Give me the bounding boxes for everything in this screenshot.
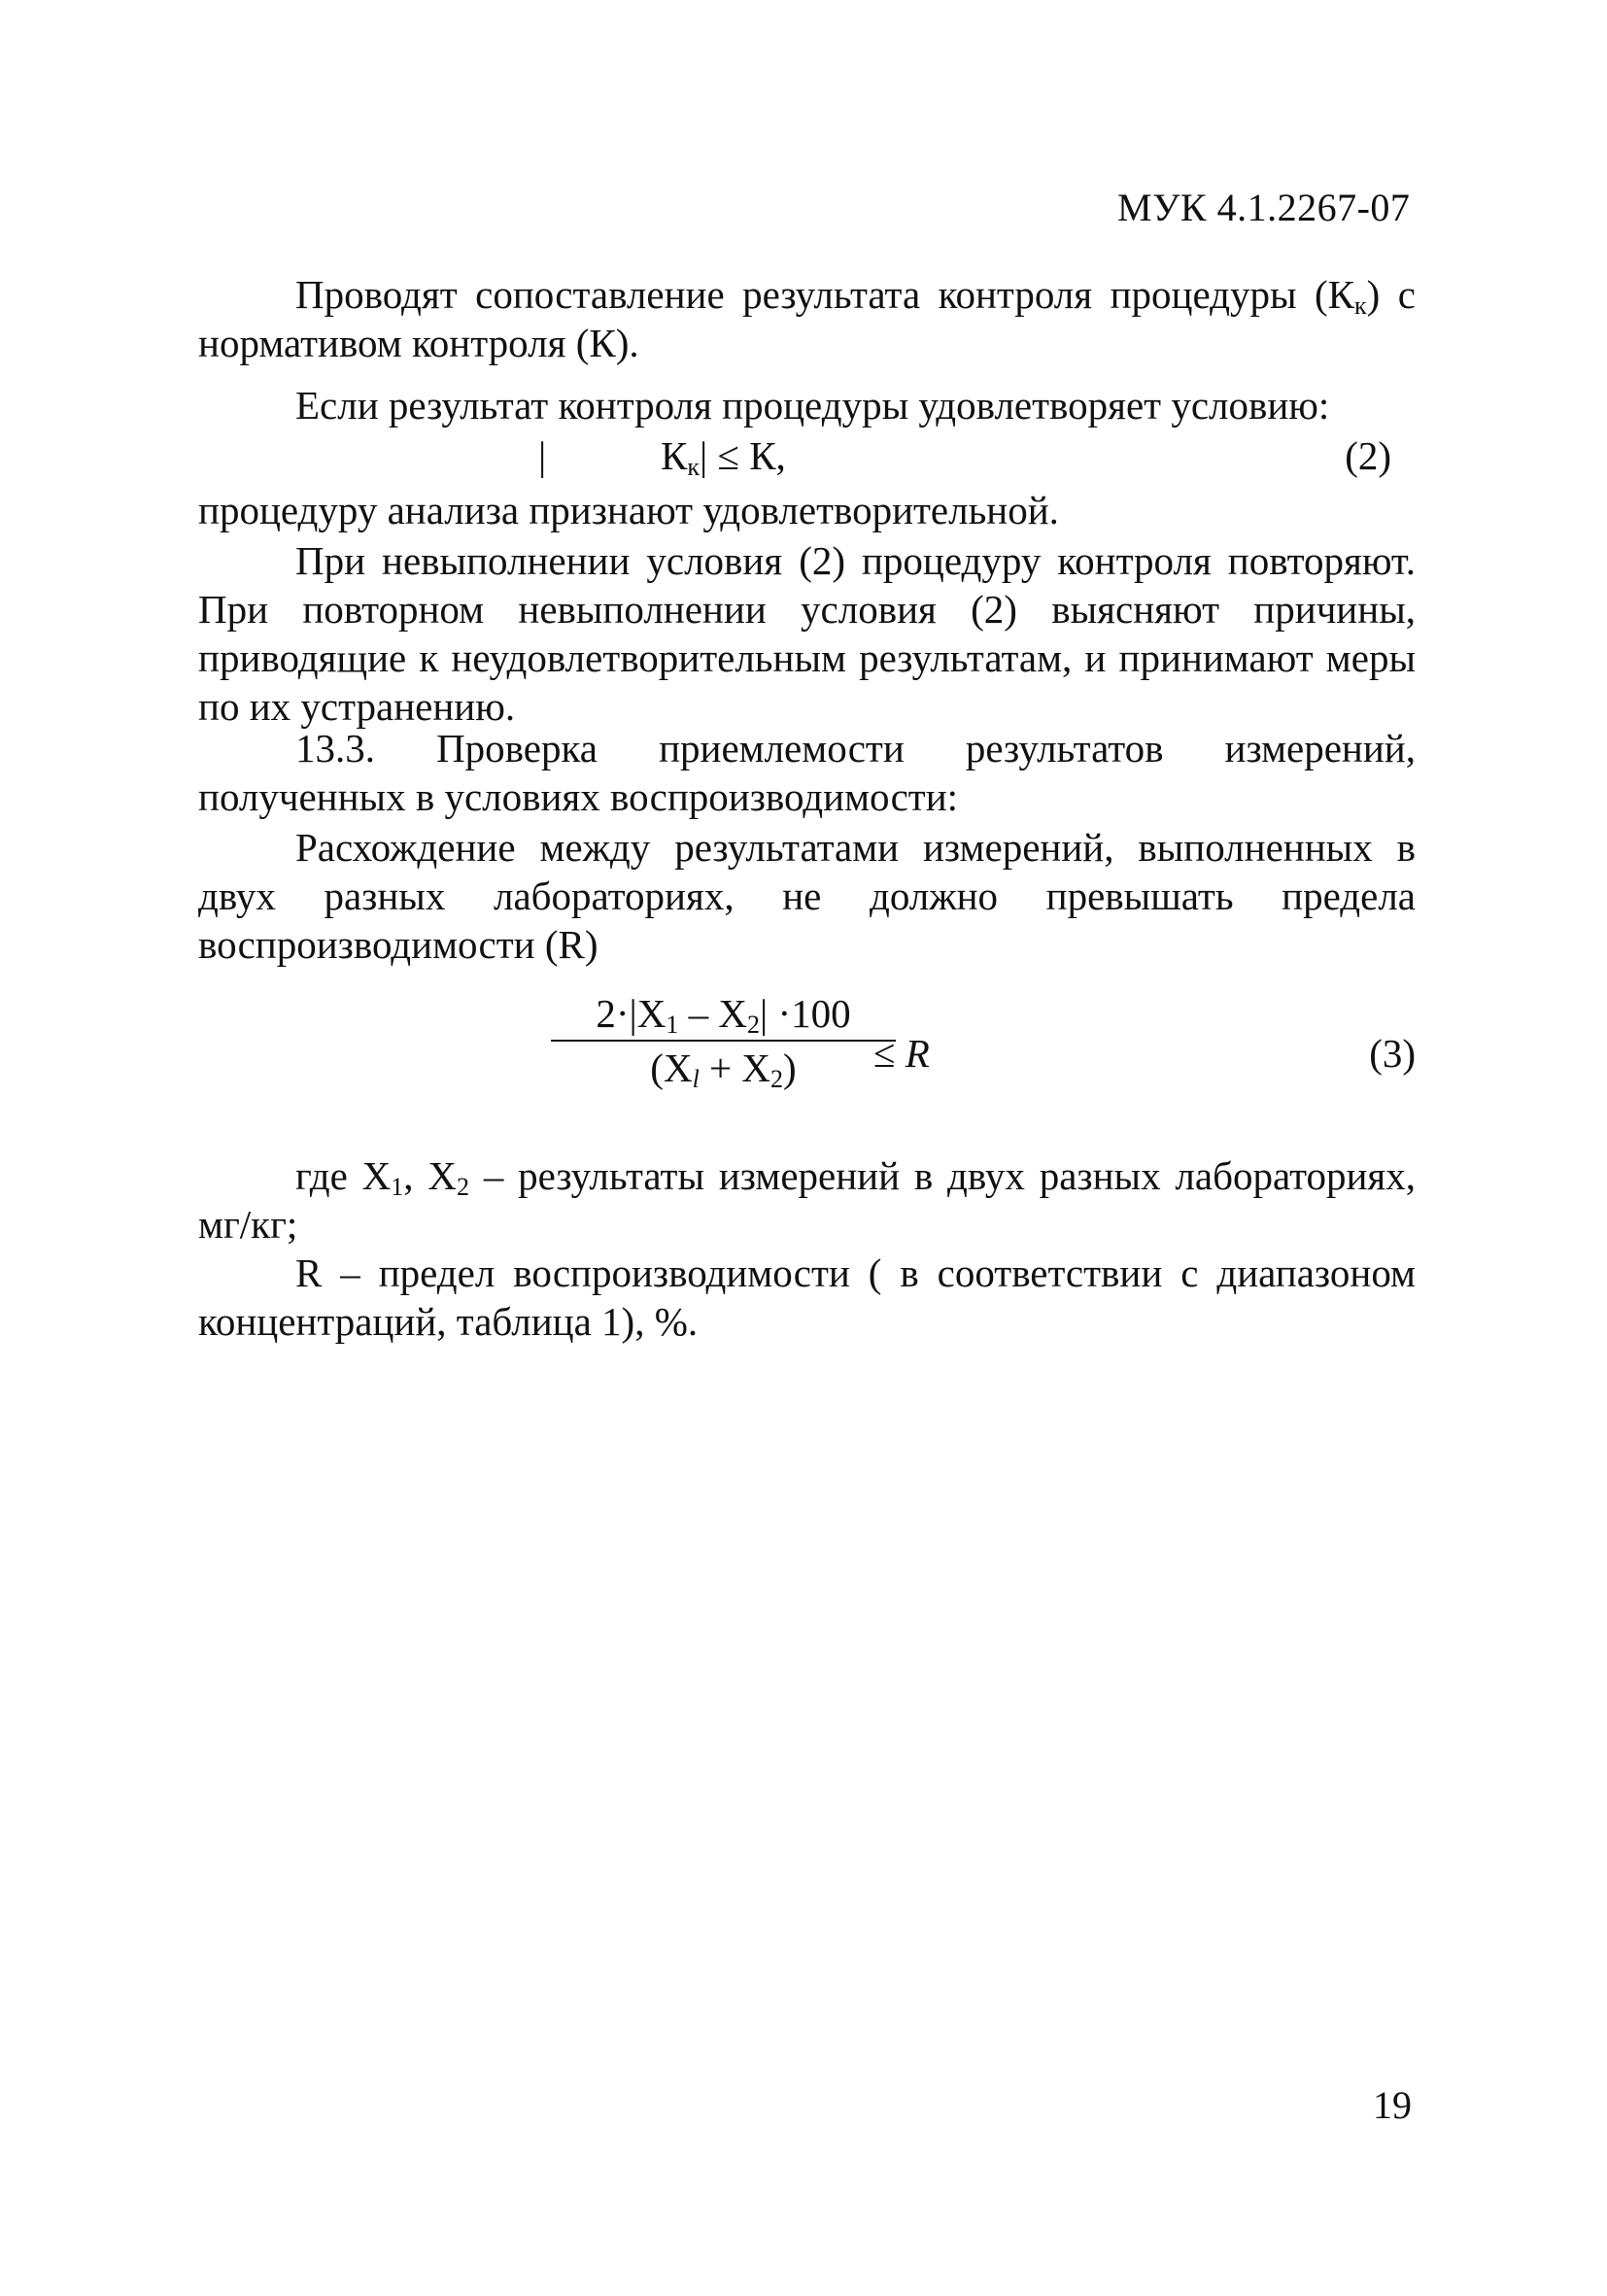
paragraph-text: процедуру анализа признают удовлетворительной. <box>198 488 1059 532</box>
subscript: l <box>692 1065 700 1093</box>
equation-lhs: К <box>661 433 688 478</box>
paragraph-text: При невыполнении условия (2) процедуру контроля повторяют. При повторном невыполнении условия (2) выясняют причины, приводящие к неудовлетворительным результатам, и принимают меры по их устранению. <box>198 538 1416 729</box>
numerator-part: 2·|X <box>596 991 667 1036</box>
paragraph-condition <box>198 381 1416 429</box>
paragraph-text: 13.3. Проверка приемлемости результатов измерений, полученных в условиях воспроизводимости: <box>198 726 1416 819</box>
equation-number: (2) <box>1345 433 1391 478</box>
paragraph-text: , X <box>403 1153 457 1198</box>
paragraph-satisfactory <box>198 486 1416 534</box>
paragraph-text: где X <box>295 1153 392 1198</box>
paragraph-text: Расхождение между результатами измерений, выполненных в двух разных лабораториях, не должно превышать предела воспроизводимости (R) <box>198 825 1416 967</box>
paragraph-text: Если результат контроля процедуры удовлетворяет условию: <box>295 383 1330 428</box>
paragraph-comparison <box>198 270 1416 367</box>
equation-fraction <box>551 991 896 1093</box>
equation-3 <box>198 991 1416 1098</box>
subscript: 2 <box>746 1011 760 1039</box>
subscript: 2 <box>456 1173 469 1201</box>
numerator-part: | ·100 <box>759 991 851 1036</box>
equation-rhs: | ≤ К, <box>700 433 786 478</box>
paragraph-repeat <box>198 536 1416 731</box>
paragraph-text: R – предел воспроизводимости ( в соответствии с диапазоном концентраций, таблица 1), %. <box>198 1251 1416 1344</box>
fraction-line <box>551 1040 896 1042</box>
subscript: 1 <box>391 1173 404 1201</box>
paragraph-text-end: ) с нормативом контроля (К). <box>198 272 1416 365</box>
paragraph-text: Проводят сопоставление результата контроля процедуры (К <box>295 272 1355 317</box>
relation-symbol: ≤ <box>873 1031 896 1076</box>
page-number: 19 <box>1373 2083 1412 2127</box>
paragraph-text: – результаты измерений в двух разных лабораториях, мг/кг; <box>198 1153 1417 1247</box>
fraction-denominator <box>551 1045 896 1093</box>
subscript: 2 <box>770 1065 784 1093</box>
equation-expression <box>661 432 786 479</box>
denominator-part: (X <box>650 1045 693 1090</box>
paragraph-section-13-3 <box>198 724 1416 821</box>
subscript: к <box>1354 291 1367 320</box>
equation-relation <box>873 1030 930 1077</box>
paragraph-discrepancy <box>198 823 1416 969</box>
paragraph-where <box>198 1151 1416 1249</box>
subscript: к <box>687 453 700 481</box>
denominator-part: ) <box>783 1045 797 1090</box>
subscript: 1 <box>666 1011 679 1039</box>
equation-rhs: R <box>905 1031 930 1076</box>
paragraph-r-definition <box>198 1249 1416 1346</box>
document-code: МУК 4.1.2267-07 <box>1117 186 1411 229</box>
equation-2 <box>198 432 1416 483</box>
denominator-part: + X <box>699 1045 771 1090</box>
equation-number: (3) <box>1369 1031 1416 1076</box>
fraction-numerator <box>551 991 896 1039</box>
numerator-part: – X <box>678 991 747 1036</box>
equation-bar: | <box>538 433 547 478</box>
